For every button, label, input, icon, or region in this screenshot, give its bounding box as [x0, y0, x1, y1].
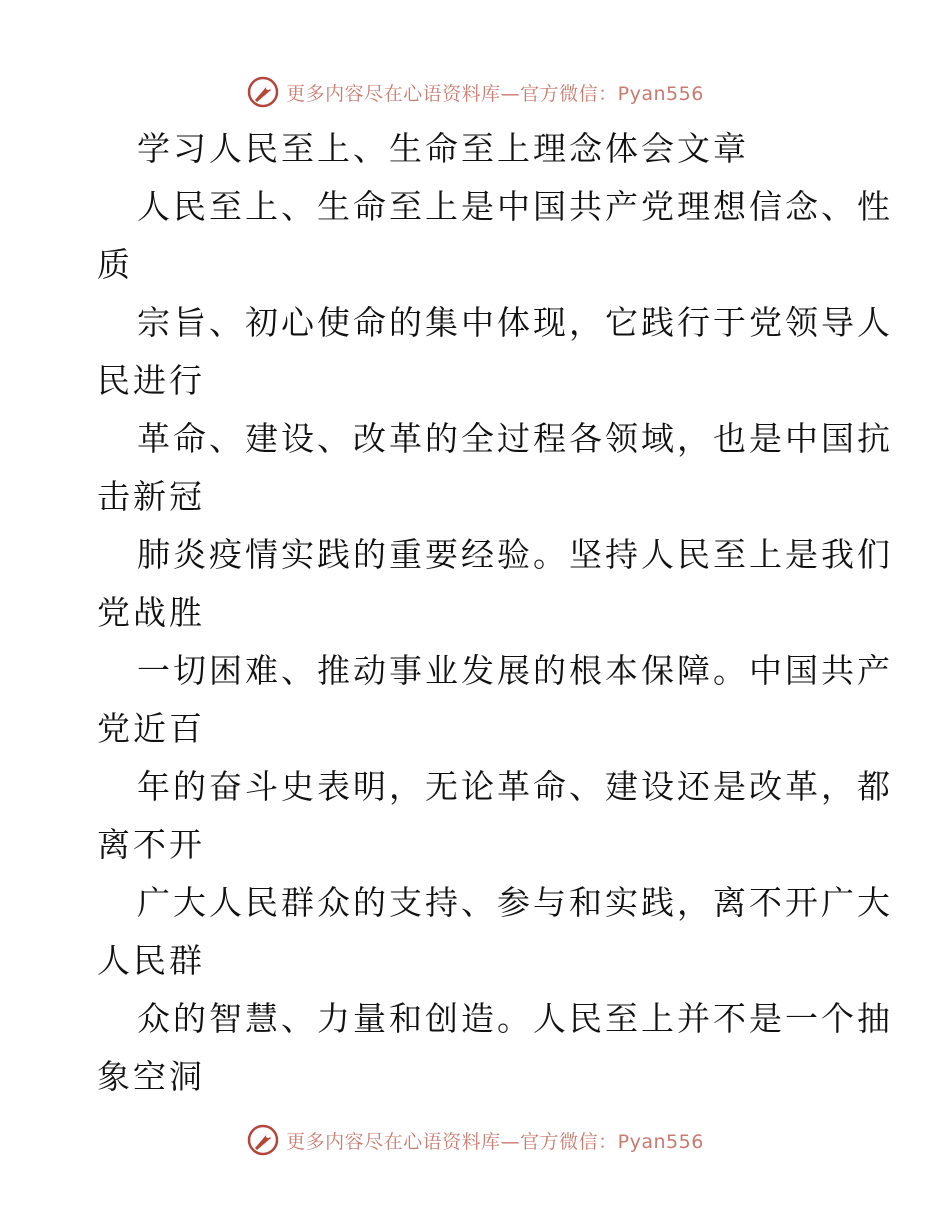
document-title: 学习人民至上、生命至上理念体会文章 [137, 129, 749, 168]
paragraph-line: 宗旨、初心使命的集中体现，它践行于党领导人 [137, 303, 893, 342]
paragraph-line: 象空洞 [97, 1057, 205, 1096]
paragraph-line: 广大人民群众的支持、参与和实践，离不开广大 [137, 883, 893, 922]
paragraph-line: 民进行 [97, 361, 205, 400]
paragraph-line: 人民群 [97, 941, 205, 980]
paragraph-line: 一切困难、推动事业发展的根本保障。中国共产 [137, 651, 893, 690]
paragraph-line: 年的奋斗史表明，无论革命、建设还是改革，都 [137, 767, 893, 806]
header-watermark-banner [0, 72, 950, 112]
paragraph-line: 肺炎疫情实践的重要经验。坚持人民至上是我们 [137, 535, 893, 574]
paragraph-line: 众的智慧、力量和创造。人民至上并不是一个抽 [137, 999, 893, 1038]
pen-nib-logo-icon [246, 1123, 280, 1157]
paragraph-line: 党战胜 [97, 593, 205, 632]
paragraph-line: 革命、建设、改革的全过程各领域，也是中国抗 [137, 419, 893, 458]
paragraph-line: 击新冠 [97, 477, 205, 516]
watermark-text: 更多内容尽在心语资料库—官方微信：Pyan556 [286, 1130, 704, 1153]
paragraph-line: 质 [97, 245, 133, 284]
paragraph-line: 人民至上、生命至上是中国共产党理想信念、性 [137, 187, 893, 226]
paragraph-line: 离不开 [97, 825, 205, 864]
footer-watermark-banner [0, 1120, 950, 1160]
watermark-text: 更多内容尽在心语资料库—官方微信：Pyan556 [286, 82, 704, 105]
pen-nib-logo-icon [246, 75, 280, 109]
paragraph-line: 党近百 [97, 709, 205, 748]
document-body [97, 120, 893, 1106]
